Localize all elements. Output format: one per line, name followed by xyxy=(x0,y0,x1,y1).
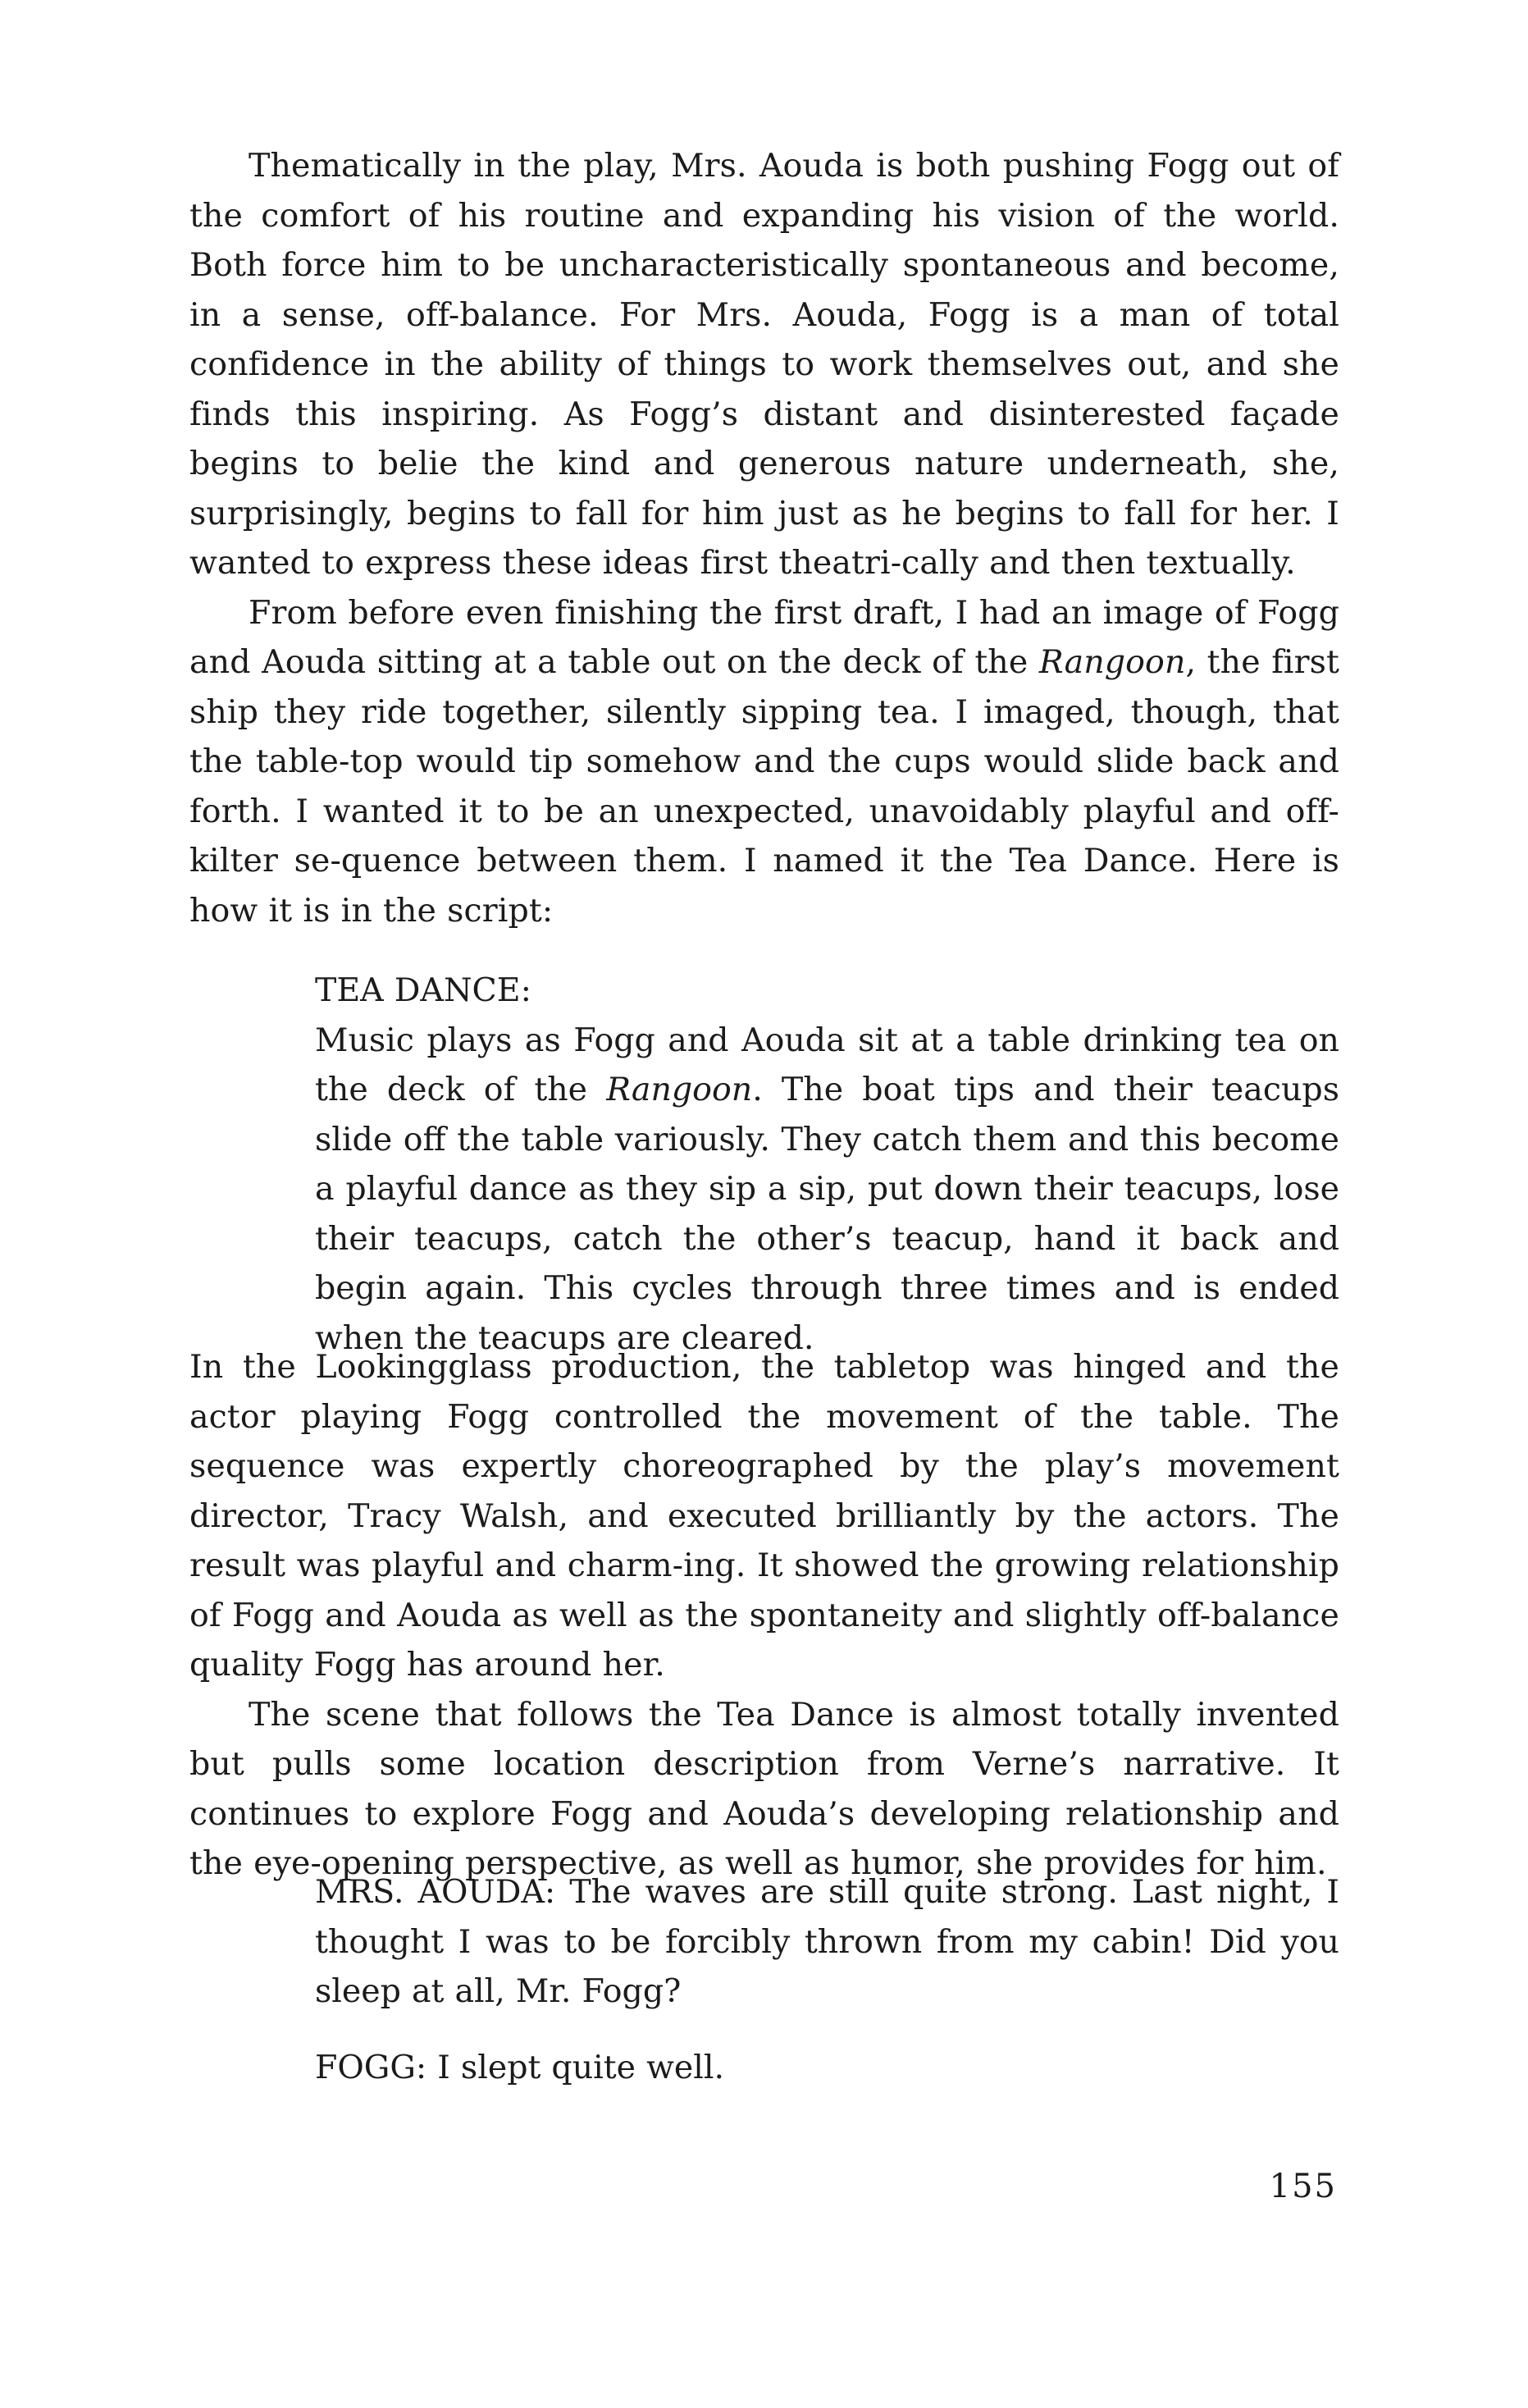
dialogue-line: FOGG: I slept quite well. xyxy=(315,2049,725,2086)
stage-direction-text: Music plays as Fogg and Aouda sit at a table drinking tea on the deck of the xyxy=(315,1021,1339,1108)
paragraph-themes: Thematically in the play, Mrs. Aouda is both pushing Fogg out of the comfort of his routine and expanding his vision of the world. Both force him to be uncharacteristically spontaneous and become, in a sense, off-balance. For Mrs. Aouda, Fogg is a man of total confidence in the ability of things to work themselves out, and she finds this inspiring. As Fogg’s distant and disinterested façade begins to belie the kind and generous nature underneath, she, surprisingly, begins to fall for him just as he begins to fall for her. I wanted to express these ideas first theatri-cally and then textually. xyxy=(189,147,1339,582)
paragraph-text: From before even finishing the first draft, I had an image of Fogg and Aouda sitting at a table out on the deck of the xyxy=(189,593,1339,681)
script-excerpt-tea-dance xyxy=(315,966,1339,1363)
paragraph-text: , the first ship they ride together, silently sipping tea. I imaged, though, that the table-top would tip somehow and the cups would slide back and forth. I wanted it to be an unexpected, unavoidably playful and off-kilter se-quence between them. I named it the Tea Dance. Here is how it is in the script: xyxy=(189,643,1339,930)
paragraph-tea-dance-origin xyxy=(189,588,1339,936)
body-text-lower xyxy=(189,1342,1339,1889)
script-heading: TEA DANCE: xyxy=(315,971,531,1009)
body-text-upper xyxy=(189,141,1339,935)
dialogue-aouda xyxy=(315,1867,1339,2017)
dialogue-line: MRS. AOUDA: The waves are still quite strong. Last night, I thought I was to be forcibly thrown from my cabin! Did you sleep at all, Mr. Fogg? xyxy=(315,1873,1339,2010)
paragraph-following-scene: The scene that follows the Tea Dance is almost totally invented but pulls some location description from Verne’s narrative. It continues to explore Fogg and Aouda’s developing relationship and the eye-opening perspective, as well as humor, she provides for him. xyxy=(189,1695,1339,1882)
ship-name: Rangoon xyxy=(606,1071,753,1108)
stage-direction-text: . The boat tips and their teacups slide off the table variously. They catch them and this become a playful dance as they sip a sip, put down their teacups, lose their teacups, catch the other’s teacup, hand it back and begin again. This cycles through three times and is ended when the teacups are cleared. xyxy=(315,1071,1339,1357)
page-number: 155 xyxy=(1269,2168,1337,2205)
dialogue-fogg xyxy=(315,2043,1339,2093)
stage-direction xyxy=(315,1016,1339,1364)
ship-name: Rangoon xyxy=(1038,643,1186,681)
paragraph-production: In the Lookingglass production, the tabletop was hinged and the actor playing Fogg controlled the movement of the table. The sequence was expertly choreographed by the play’s movement director, Tracy Walsh, and executed brilliantly by the actors. The result was playful and charm-ing. It showed the growing relationship of Fogg and Aouda as well as the spontaneity and slightly off-balance quality Fogg has around her. xyxy=(189,1348,1339,1684)
